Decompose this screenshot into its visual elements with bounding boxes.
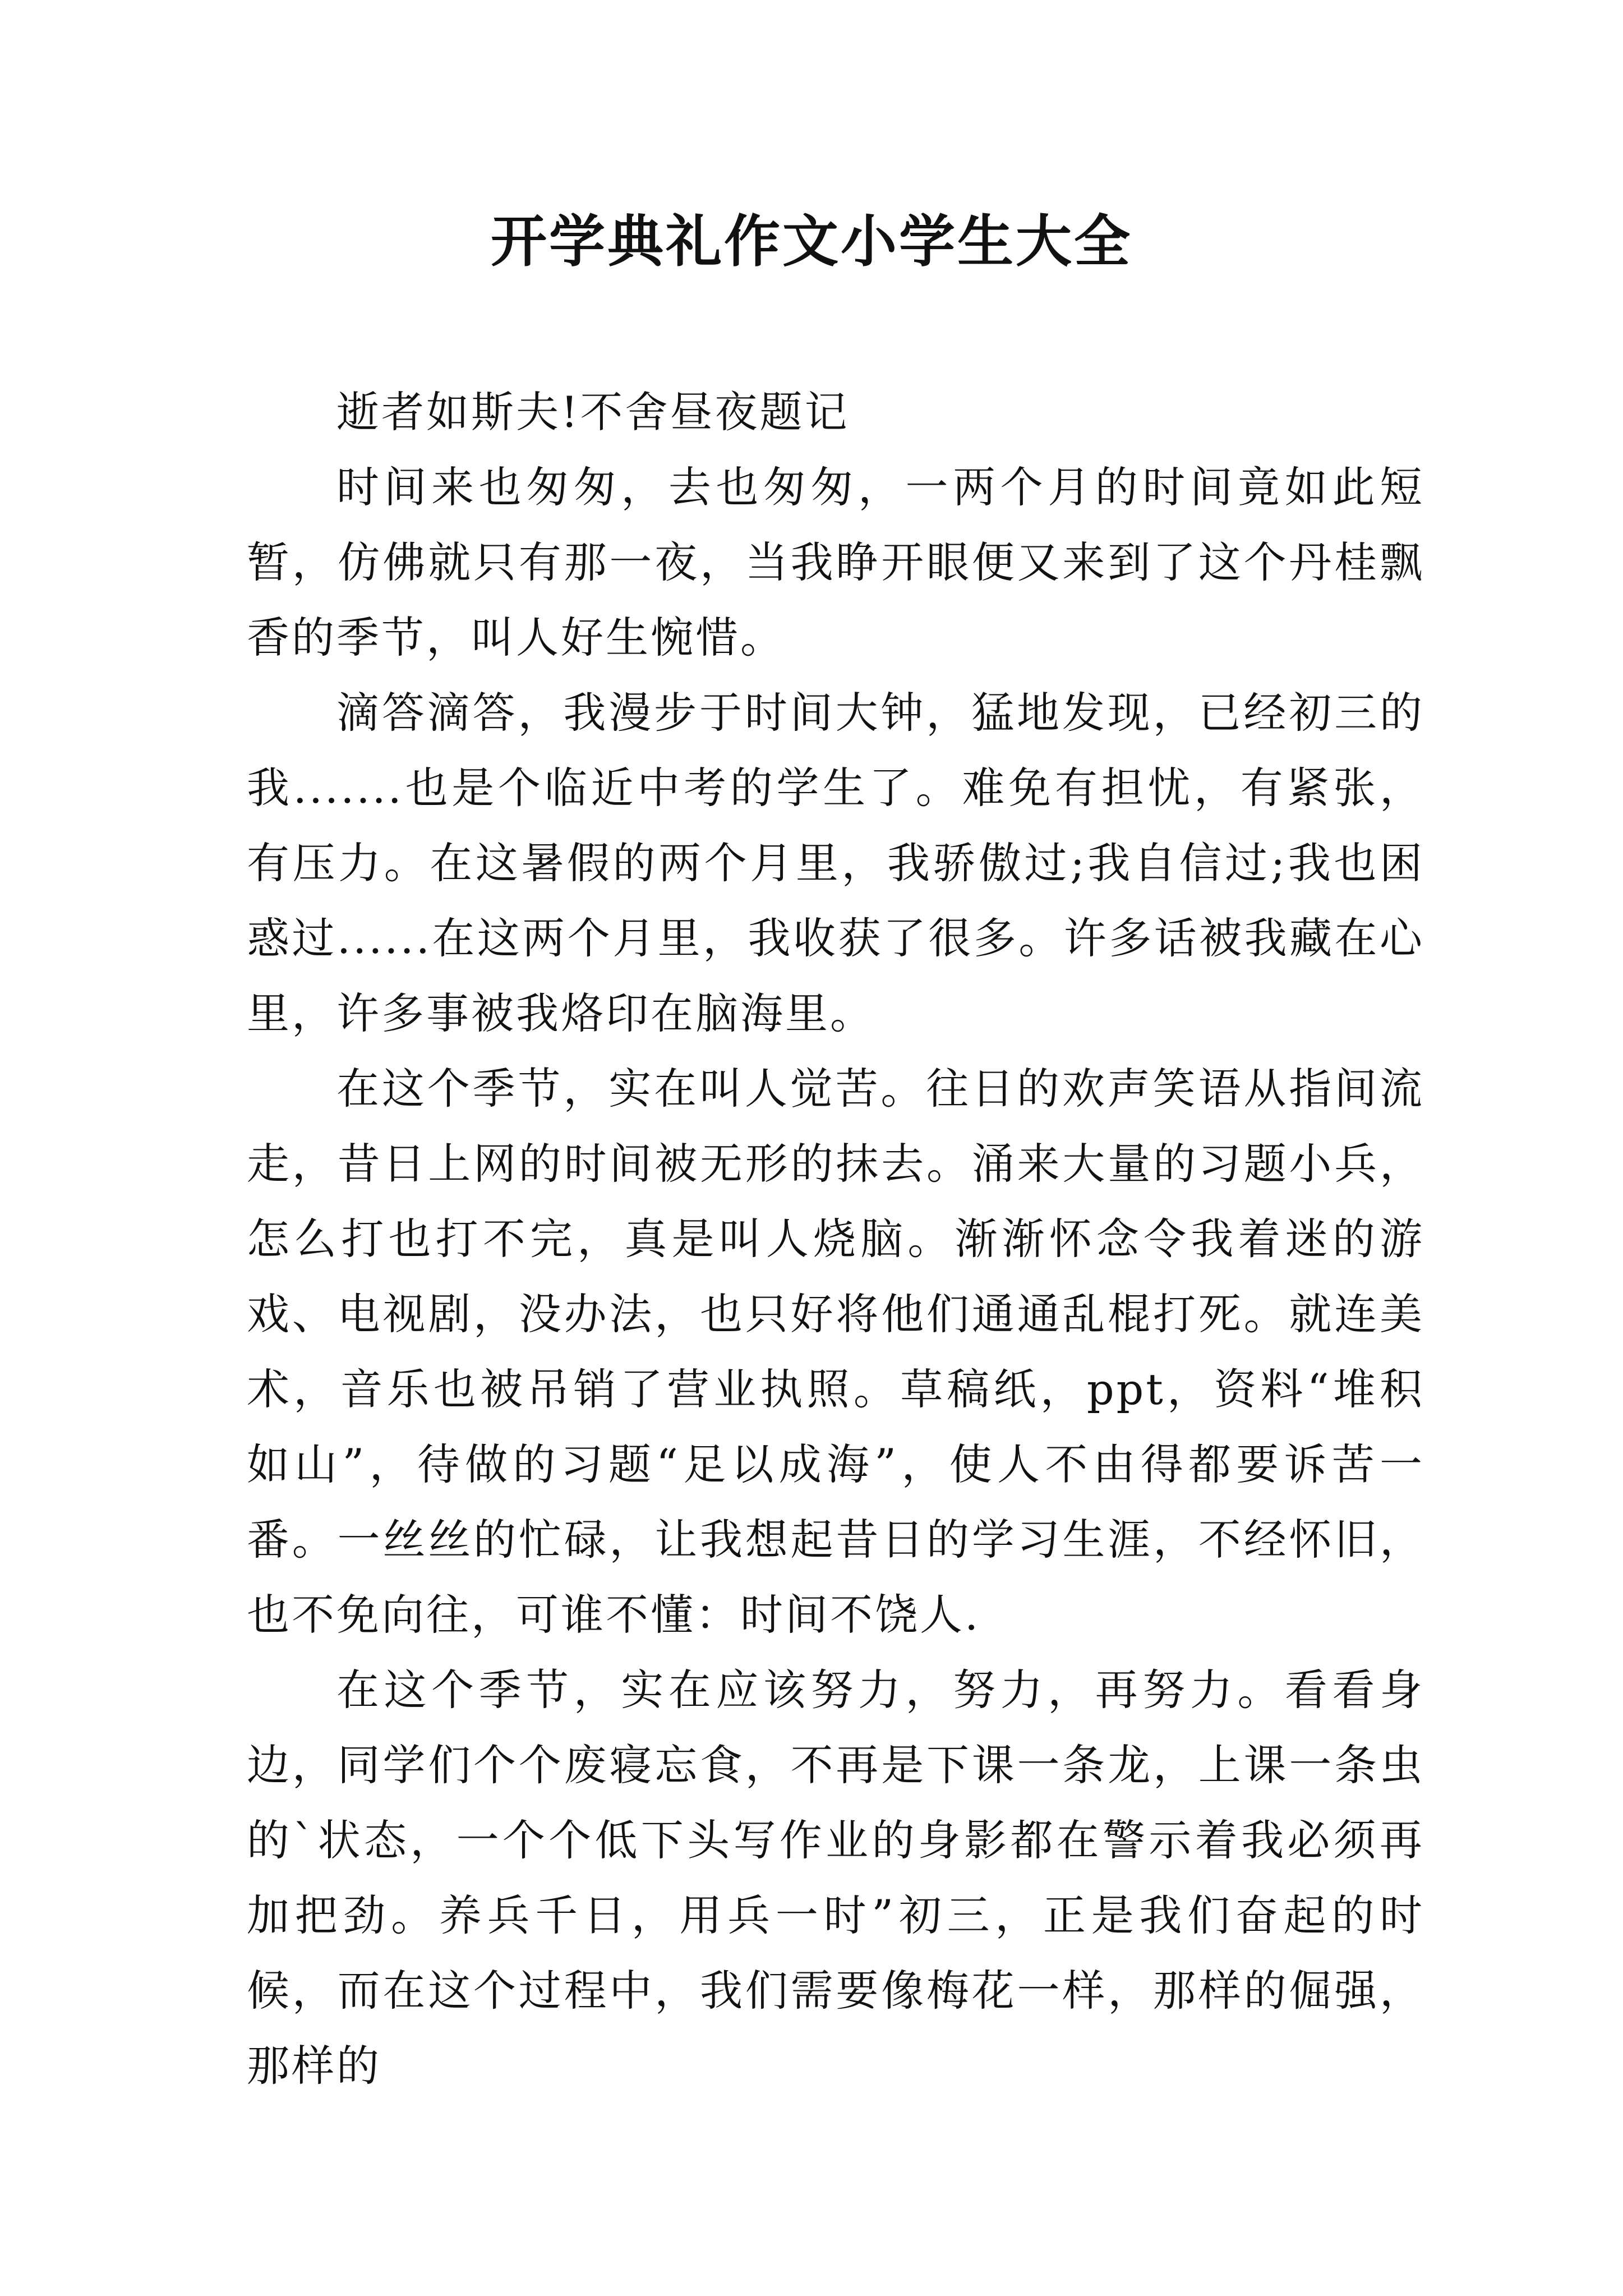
paragraph: 在这个季节，实在叫人觉苦。往日的欢声笑语从指间流走，昔日上网的时间被无形的抹去。涌来大量的习题小兵，怎么打也打不完，真是叫人烧脑。渐渐怀念令我着迷的游戏、电视剧，没办法，也只好将他们通通乱棍打死。就连美术，音乐也被吊销了营业执照。草稿纸，ppt，资料“堆积如山”，待做的习题“足以成海”，使人不由得都要诉苦一番。一丝丝的忙碌，让我想起昔日的学习生涯，不经怀旧，也不免向往，可谁不懂：时间不饶人. [247,1064,1424,1640]
paragraph-epigraph: 逝者如斯夫!不舍昼夜题记 [336,387,850,437]
paragraph: 在这个季节，实在应该努力，努力，再努力。看看身边，同学们个个废寝忘食，不再是下课一条龙，上课一条虫的`状态，一个个低下头写作业的身影都在警示着我必须再加把劲。养兵千日，用兵一时”初三，正是我们奋起的时候，而在这个过程中，我们需要像梅花一样，那样的倔强，那样的 [247,1665,1424,2091]
document-title: 开学典礼作文小学生大全 [491,208,1132,274]
paragraph: 时间来也匆匆，去也匆匆，一两个月的时间竟如此短暂，仿佛就只有那一夜，当我睁开眼便又来到了这个丹桂飘香的季节，叫人好生惋惜。 [247,462,1424,662]
paragraph: 滴答滴答，我漫步于时间大钟，猛地发现，已经初三的我.......也是个临近中考的学生了。难免有担忧，有紧张，有压力。在这暑假的两个月里，我骄傲过;我自信过;我也困惑过......在这两个月里，我收获了很多。许多话被我藏在心里，许多事被我烙印在脑海里。 [247,688,1424,1038]
document-body [247,375,1424,2104]
